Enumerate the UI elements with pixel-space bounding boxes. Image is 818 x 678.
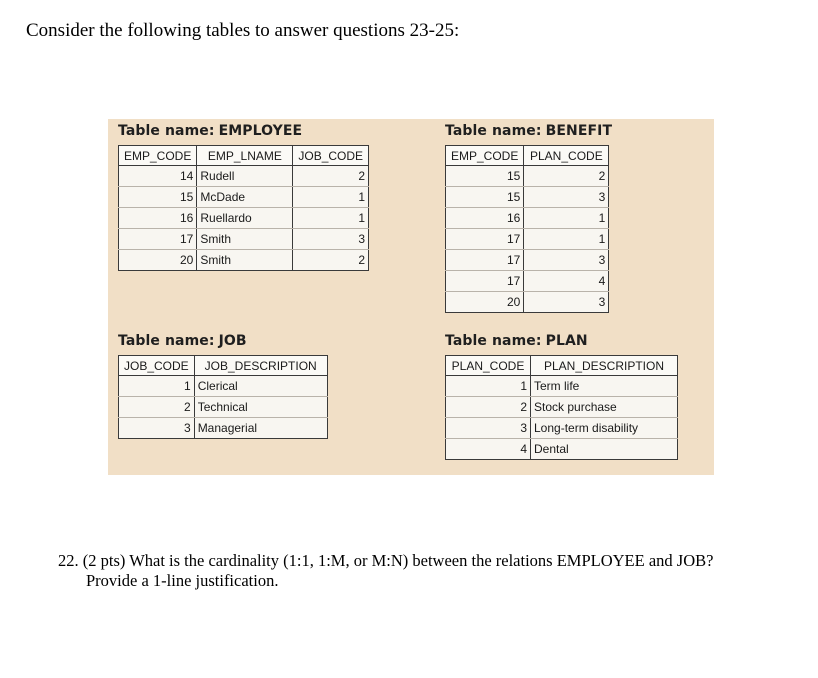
table-name-label: Table name: bbox=[445, 333, 542, 349]
employee-table-title bbox=[118, 123, 369, 139]
table-row bbox=[446, 418, 678, 439]
table-cell: 15 bbox=[446, 166, 524, 187]
job-table-block bbox=[118, 333, 328, 439]
table-name-label: Table name: bbox=[445, 123, 542, 139]
table-cell: 17 bbox=[446, 250, 524, 271]
table-cell: 3 bbox=[446, 418, 531, 439]
table-cell: Smith bbox=[197, 229, 293, 250]
question-text: 22. (2 pts) What is the cardinality (1:1, 1:M, or M:N) between the relations EMPLOYEE and JOB? bbox=[58, 551, 714, 570]
intro-text: Consider the following tables to answer questions 23-25: bbox=[26, 20, 460, 41]
table-cell: 1 bbox=[524, 229, 609, 250]
table-cell: 1 bbox=[293, 208, 369, 229]
employee-table-block bbox=[118, 123, 369, 271]
table-cell: 4 bbox=[446, 439, 531, 460]
job-table-title bbox=[118, 333, 328, 349]
question-22 bbox=[58, 551, 713, 591]
column-header: JOB_CODE bbox=[119, 356, 195, 376]
table-cell: 1 bbox=[446, 376, 531, 397]
table-cell: Clerical bbox=[194, 376, 327, 397]
job-table bbox=[118, 355, 328, 439]
table-cell: 17 bbox=[119, 229, 197, 250]
table-cell: 2 bbox=[293, 250, 369, 271]
table-cell: Dental bbox=[531, 439, 678, 460]
tables-figure bbox=[108, 119, 714, 475]
plan-table-title bbox=[445, 333, 678, 349]
plan-table bbox=[445, 355, 678, 460]
employee-table bbox=[118, 145, 369, 271]
table-cell: 3 bbox=[524, 187, 609, 208]
table-cell: 20 bbox=[446, 292, 524, 313]
plan-table-block bbox=[445, 333, 678, 460]
table-row bbox=[446, 229, 609, 250]
table-cell: 15 bbox=[119, 187, 197, 208]
column-header: PLAN_DESCRIPTION bbox=[531, 356, 678, 376]
column-header: JOB_DESCRIPTION bbox=[194, 356, 327, 376]
column-header: EMP_CODE bbox=[446, 146, 524, 166]
table-name: EMPLOYEE bbox=[218, 123, 303, 139]
table-row bbox=[119, 397, 328, 418]
table-cell: McDade bbox=[197, 187, 293, 208]
table-row bbox=[119, 376, 328, 397]
table-cell: 17 bbox=[446, 229, 524, 250]
benefit-table-title bbox=[445, 123, 612, 139]
table-cell: 1 bbox=[119, 376, 195, 397]
benefit-table-block bbox=[445, 123, 612, 313]
table-row bbox=[119, 166, 369, 187]
table-name: PLAN bbox=[545, 333, 588, 349]
table-cell: 3 bbox=[524, 250, 609, 271]
table-row bbox=[446, 208, 609, 229]
table-name-label: Table name: bbox=[118, 123, 215, 139]
table-cell: Ruellardo bbox=[197, 208, 293, 229]
table-cell: Managerial bbox=[194, 418, 327, 439]
table-cell: 1 bbox=[293, 187, 369, 208]
table-row bbox=[446, 250, 609, 271]
table-cell: 16 bbox=[119, 208, 197, 229]
table-cell: 3 bbox=[119, 418, 195, 439]
table-row bbox=[446, 271, 609, 292]
table-row bbox=[446, 439, 678, 460]
table-cell: 2 bbox=[524, 166, 609, 187]
table-cell: 3 bbox=[293, 229, 369, 250]
table-row bbox=[119, 229, 369, 250]
table-row bbox=[119, 187, 369, 208]
table-name: JOB bbox=[218, 333, 247, 349]
table-cell: 15 bbox=[446, 187, 524, 208]
table-name-label: Table name: bbox=[118, 333, 215, 349]
column-header: EMP_LNAME bbox=[197, 146, 293, 166]
table-row bbox=[446, 397, 678, 418]
benefit-table bbox=[445, 145, 609, 313]
table-cell: Rudell bbox=[197, 166, 293, 187]
table-row bbox=[119, 418, 328, 439]
table-row bbox=[119, 250, 369, 271]
table-row bbox=[446, 376, 678, 397]
table-cell: Smith bbox=[197, 250, 293, 271]
table-cell: Long-term disability bbox=[531, 418, 678, 439]
table-cell: 17 bbox=[446, 271, 524, 292]
table-cell: 20 bbox=[119, 250, 197, 271]
table-row bbox=[446, 187, 609, 208]
table-cell: Stock purchase bbox=[531, 397, 678, 418]
table-name: BENEFIT bbox=[545, 123, 613, 139]
column-header: PLAN_CODE bbox=[446, 356, 531, 376]
table-cell: 2 bbox=[119, 397, 195, 418]
column-header: JOB_CODE bbox=[293, 146, 369, 166]
column-header: EMP_CODE bbox=[119, 146, 197, 166]
table-cell: 4 bbox=[524, 271, 609, 292]
table-cell: 1 bbox=[524, 208, 609, 229]
table-cell: 16 bbox=[446, 208, 524, 229]
table-cell: 14 bbox=[119, 166, 197, 187]
table-row bbox=[119, 208, 369, 229]
table-cell: 2 bbox=[446, 397, 531, 418]
table-cell: Term life bbox=[531, 376, 678, 397]
table-cell: Technical bbox=[194, 397, 327, 418]
question-justification-prompt: Provide a 1-line justification. bbox=[86, 571, 279, 590]
table-row bbox=[446, 166, 609, 187]
table-cell: 2 bbox=[293, 166, 369, 187]
table-cell: 3 bbox=[524, 292, 609, 313]
column-header: PLAN_CODE bbox=[524, 146, 609, 166]
table-row bbox=[446, 292, 609, 313]
